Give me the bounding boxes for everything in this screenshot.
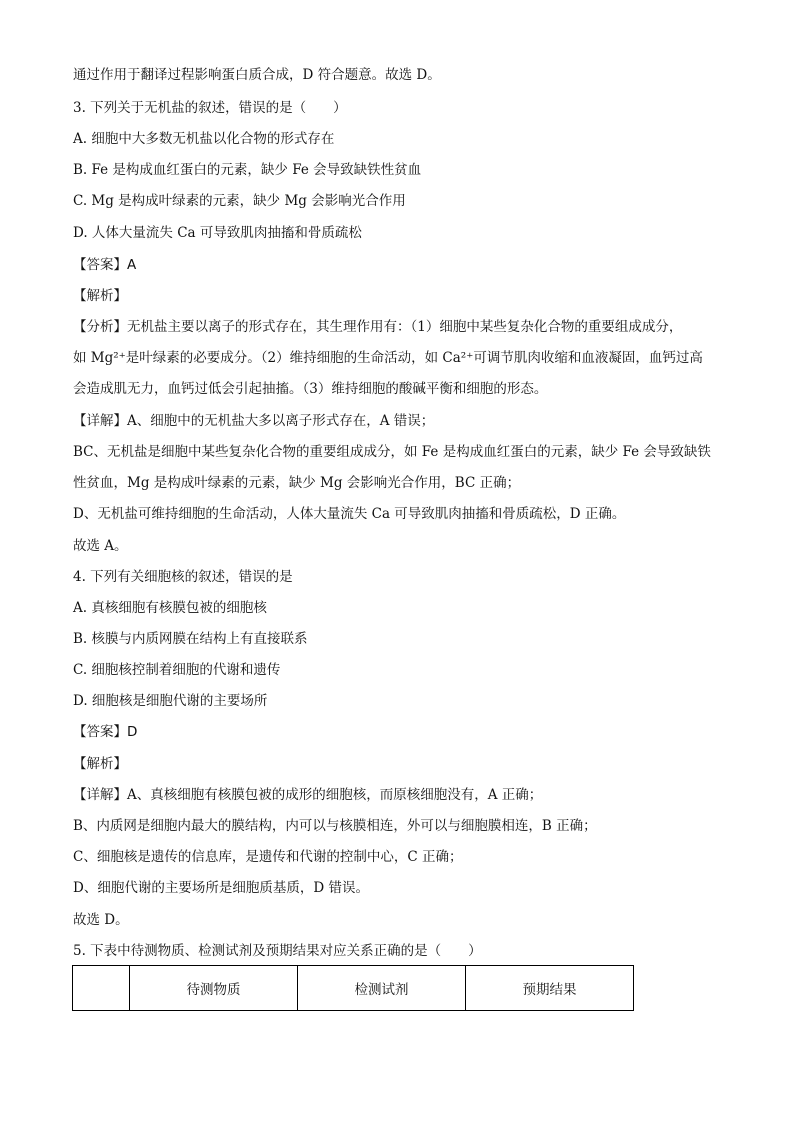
- question-3-stem: 3. 下列关于无机盐的叙述，错误的是（ ）: [73, 100, 347, 116]
- table-header-row: [73, 966, 634, 1011]
- question-3-option-b: B. Fe 是构成血红蛋白的元素，缺少 Fe 会导致缺铁性贫血: [73, 162, 422, 178]
- question-3-detail-line: 性贫血，Mg 是构成叶绿素的元素，缺少 Mg 会影响光合作用，BC 正确；: [73, 475, 521, 491]
- question-3-analysis-line: 会造成肌无力，血钙过低会引起抽搐。（3）维持细胞的酸碱平衡和细胞的形态。: [73, 381, 548, 397]
- question-4-conclusion: 故选 D。: [73, 912, 129, 928]
- question-4-detail-line: D、细胞代谢的主要场所是细胞质基质，D 错误。: [73, 880, 369, 896]
- question-4-detail-line: C、细胞核是遗传的信息库，是遗传和代谢的控制中心，C 正确；: [73, 849, 463, 865]
- question-3-analysis-line: 【分析】无机盐主要以离子的形式存在，其生理作用有：（1）细胞中某些复杂化合物的重要组成成分，: [73, 319, 683, 335]
- question-4-answer: 【答案】D: [73, 724, 138, 740]
- table-header-cell: 预期结果: [466, 966, 634, 1011]
- question-3-detail-line: D、无机盐可维持细胞的生命活动，人体大量流失 Ca 可导致肌肉抽搐和骨质疏松，D 正确。: [73, 506, 626, 522]
- question-3-detail-line: BC、无机盐是细胞中某些复杂化合物的重要组成成分，如 Fe 是构成血红蛋白的元素，缺少 Fe 会导致缺铁: [73, 444, 711, 460]
- question-3-analysis-heading: 【解析】: [73, 288, 127, 304]
- text-line: 通过作用于翻译过程影响蛋白质合成，D 符合题意。故选 D。: [73, 67, 441, 83]
- question-4-option-c: C. 细胞核控制着细胞的代谢和遗传: [73, 662, 281, 678]
- question-4-option-b: B. 核膜与内质网膜在结构上有直接联系: [73, 631, 308, 647]
- question-4-stem: 4. 下列有关细胞核的叙述，错误的是: [73, 569, 293, 585]
- question-3-detail-line: 【详解】A、细胞中的无机盐大多以离子形式存在，A 错误；: [73, 413, 435, 429]
- table-header-cell: [73, 966, 130, 1011]
- table-header-cell: 待测物质: [130, 966, 298, 1011]
- question-5-table: [72, 965, 634, 1011]
- table-header-cell: 检测试剂: [298, 966, 466, 1011]
- question-3-analysis-line: 如 Mg²⁺是叶绿素的必要成分。（2）维持细胞的生命活动，如 Ca²⁺可调节肌肉收缩和血液凝固，血钙过高: [73, 350, 703, 366]
- question-3-option-c: C. Mg 是构成叶绿素的元素，缺少 Mg 会影响光合作用: [73, 193, 406, 209]
- question-4-analysis-heading: 【解析】: [73, 756, 127, 772]
- question-4-detail-line: 【详解】A、真核细胞有核膜包被的成形的细胞核，而原核细胞没有，A 正确；: [73, 787, 543, 803]
- question-5-stem: 5. 下表中待测物质、检测试剂及预期结果对应关系正确的是（ ）: [73, 943, 482, 959]
- question-3-option-a: A. 细胞中大多数无机盐以化合物的形式存在: [73, 131, 335, 147]
- question-4-detail-line: B、内质网是细胞内最大的膜结构，内可以与核膜相连，外可以与细胞膜相连，B 正确；: [73, 818, 597, 834]
- question-4-option-a: A. 真核细胞有核膜包被的细胞核: [73, 600, 267, 616]
- question-3-option-d: D. 人体大量流失 Ca 可导致肌肉抽搐和骨质疏松: [73, 225, 362, 241]
- question-3-conclusion: 故选 A。: [73, 538, 128, 554]
- question-4-option-d: D. 细胞核是细胞代谢的主要场所: [73, 693, 268, 709]
- question-3-answer: 【答案】A: [73, 257, 137, 273]
